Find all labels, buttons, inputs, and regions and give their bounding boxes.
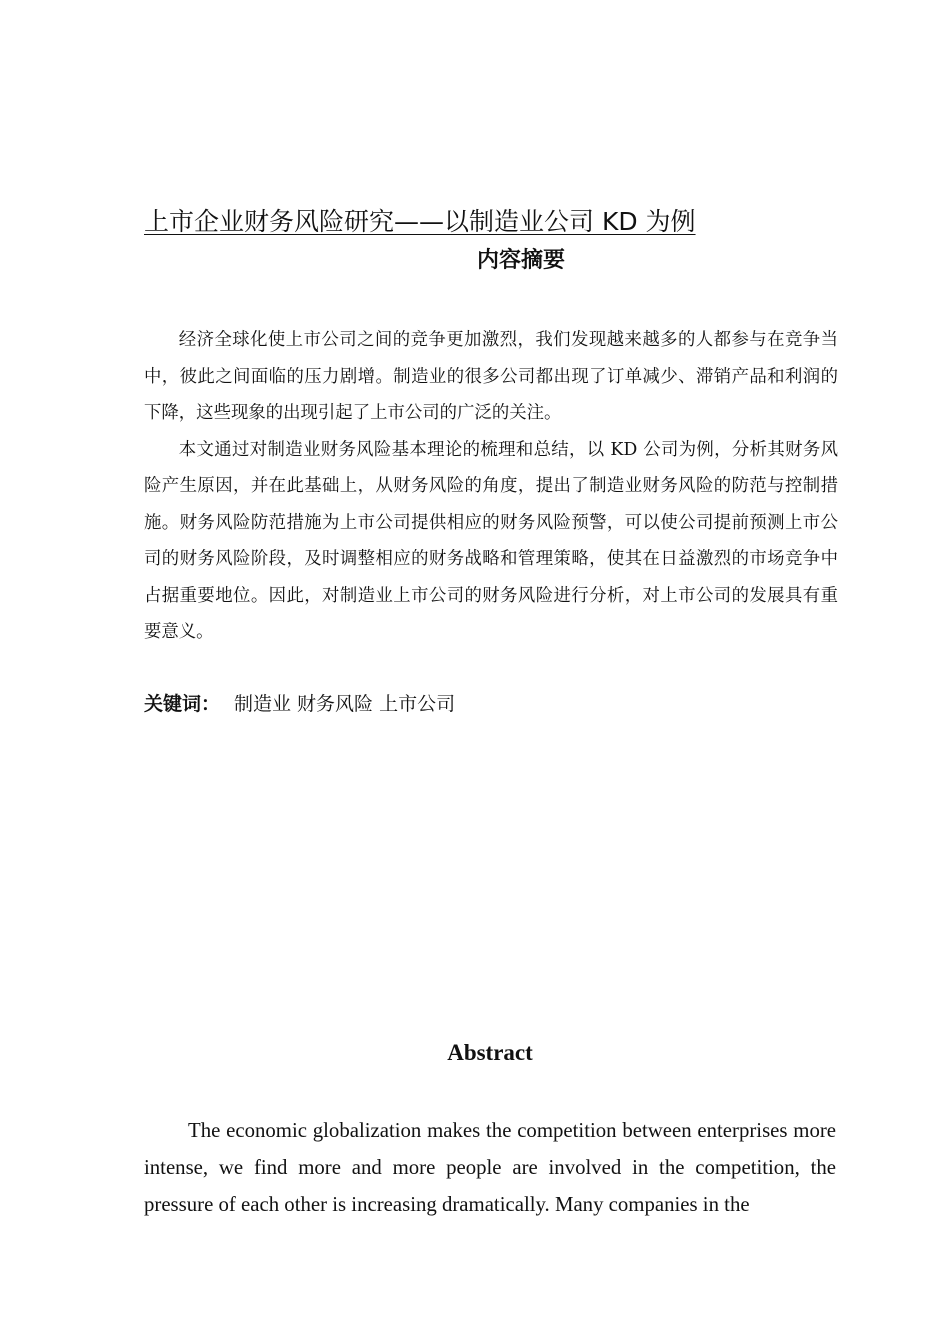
- keywords-list: 制造业 财务风险 上市公司: [234, 693, 456, 715]
- chinese-abstract-body: [144, 322, 838, 651]
- chinese-paragraph-1: 经济全球化使上市公司之间的竞争更加激烈，我们发现越来越多的人都参与在竞争当中，彼此之间面临的压力剧增。制造业的很多公司都出现了订单减少、滞销产品和利润的下降，这些现象的出现引起了上市公司的广泛的关注。: [144, 330, 838, 423]
- abstract-heading-english: Abstract: [447, 1040, 533, 1065]
- english-abstract-body: [144, 1112, 836, 1223]
- keywords-line: [144, 688, 838, 720]
- abstract-heading-chinese: 内容摘要: [476, 248, 565, 273]
- keywords-label: 关键词：: [144, 693, 221, 715]
- chinese-paragraph-2: 本文通过对制造业财务风险基本理论的梳理和总结，以 KD 公司为例，分析其财务风险产生原因，并在此基础上，从财务风险的角度，提出了制造业财务风险的防范与控制措施。财务风险防范措施为上市公司提供相应的财务风险预警，可以使公司提前预测上市公司的财务风险阶段，及时调整相应的财务战略和管理策略，使其在日益激烈的市场竞争中占据重要地位。因此，对制造业上市公司的财务风险进行分析，对上市公司的发展具有重要意义。: [144, 439, 838, 642]
- document-title: 上市企业财务风险研究——以制造业公司 KD 为例: [144, 207, 696, 236]
- english-paragraph-1: The economic globalization makes the competition between enterprises more intense, we find more and more people are involved in the competition, the pressure of each other is increasing dramatically. Many companies in the: [144, 1119, 836, 1216]
